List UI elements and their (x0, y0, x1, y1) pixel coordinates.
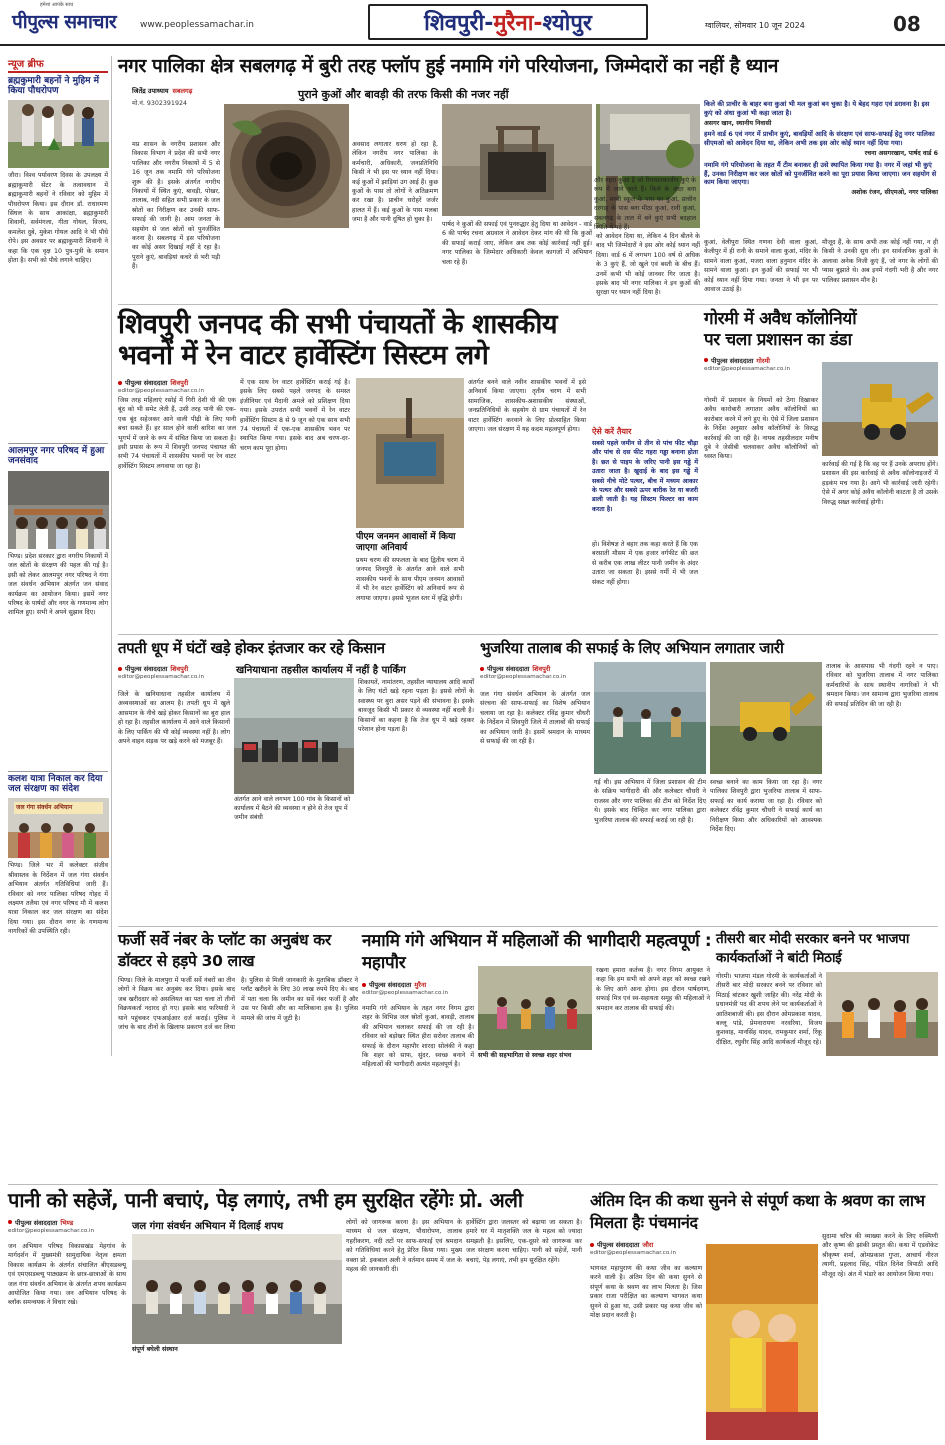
rain-col-1: जिस तरह महिलाएं रसोई में गिरी देशी घी की एक बूंद को भी समेट लेती हैं, उसी तरह पानी की एक-एक बूंद सहेजकर आने वाली पीढ़ी के लिए पानी बचा सकते हैं। हर साल होने वाली बारिश का जल भूगर्भ में जाने के रूप में संचित किया जा सकता है। इसी प्रयास के रूप में शिवपुरी जनपद पंचायत की सभी 74 पंचायतों में शासकीय भवनों पर रेन वाटर हार्वेस्टिंग सिस्टम लगवाया जा रहा है। (118, 397, 236, 470)
top-col-5: और गहरा कुआं है जो रियासतकालीन कुएं के रूप में जाने जाते हैं। किले के अंदर बना कुआं, बस्ती स्कूल के पास का कुआं, प्राचीन दरगाह के पास बना मीठा कुआं, रानी कुआं, सबलगढ़ के ताल में बने कुएं सभी बदहाल स्थिति में पड़े हैं। (594, 177, 696, 232)
talab-headline: भुजरिया तालाब की सफाई के लिए अभियान लगातार जारी (480, 639, 784, 657)
brief-headline-3: कलश यात्रा निकाल कर दिया जल संरक्षण का संदेश (8, 771, 108, 794)
section-title (368, 4, 648, 40)
byline-dot-icon (118, 381, 122, 385)
katha-photo-image (706, 1244, 818, 1440)
pani-col-2: लोगों को जागरूक करना है। इस अभियान के माध्यम से जल संरक्षण, पौधारोपण, तालाब गहरीकरण, नदी तटों पर साफ-सफाई एवं श्रमदान को गतिविधियां करने हेतु प्रेरित किया गया। मुख्य वक्ता प्रो. इकबाल अली ने वर्तमान समय में जल के महत्व की जानकारी दी। (346, 1219, 462, 1274)
rain-side-text: सबसे पहले जमीन से तीन से पांच फीट चौड़ा और पांच से दस फीट गहरा गड्ढा बनाना होता है। छत से पाइप के जरिए पानी इस गड्ढे में उतारा जाता है। खुदाई के बाद इस गड्ढे में सबसे नीचे मोटे पत्थर, बीच में मध्यम आकार के पत्थर और सबसे ऊपर बारीक रेत या बजरी डाली जाती है। यह सिस्टम फिल्टर का काम करता है। (592, 440, 698, 513)
rain-byline-place: शिवपुरी (170, 379, 189, 387)
katha-byline-name: पीपुल्स संवाददाता (597, 1241, 640, 1249)
rain-headline-block (118, 310, 600, 374)
top-col-3: पार्षद ने कुओं की सफाई एवं पुनरुद्धार हेतु दिया था आवेदन - वार्ड 6 की पार्षद रचना अग्रवाल ने आवेदन देकर मांग की थी कि कुओं की सफाई कराई जाए, लेकिन अब तक कोई कार्रवाई नहीं हुई। नगर पालिका के जिम्मेदार अधिकारी केवल कागजों में अभियान चला रहे हैं। (442, 221, 592, 266)
well-photo-image (224, 104, 349, 228)
bulldozer-photo-image (822, 362, 938, 456)
brand-logo: पीपुल्स समाचार (12, 11, 117, 33)
talab-col-3: स्वच्छ बनाने का काम किया जा रहा है। नगर पालिका शिवपुरी द्वारा भुजरिया तालाब में साफ-सफाई का कार्य कराया जा रहा है। रविवार को कलेक्टर रविंद्र कुमार चौधरी ने सफाई कार्य का निरीक्षण किया और अधिकारियों को आवश्यक निर्देश दिए। (710, 779, 822, 834)
modi-text: गोरमी। भाजपा मंडल गोरमी के कार्यकर्ताओं ने तीसरी बार मोदी सरकार बनने पर रविवार को मिठाई बांटकर खुशी जाहिर की। नरेंद्र मोदी के प्रधानमंत्री पद की शपथ लेने पर कार्यकर्ताओं ने आतिशबाजी की। इस दौरान ओमप्रकाश यादव, बल्लू पांडे, प्रेमनारायण नरवरिया, विजय कुशवाह, मानसिंह यादव, रामकुमार शर्मा, रिंकू दीक्षित, रघुवीर सिंह आदि कार्यकर्ता मौजूद रहे। (716, 973, 822, 1046)
rain-byline (118, 378, 238, 394)
reporter-place: सबलगढ़ (172, 87, 193, 95)
note-3-source: अशोक रंजन, सीएमओ, नगर पालिका (851, 189, 938, 197)
farmers-subheadline: खनियाधाना तहसील कार्यालय में नहीं है पार्किंग (236, 665, 406, 676)
section-title-a: शिवपुरी- (424, 11, 494, 36)
talab-byline-name: पीपुल्स संवाददाता (487, 665, 530, 674)
gormi-byline-name: पीपुल्स संवाददाता (711, 356, 754, 365)
news-brief-column (8, 56, 112, 1056)
brief-text-3: भिण्ड। जिले भर में कलेक्टर संजीव श्रीवास्तव के निर्देशन में जल गंगा संवर्धन अभियान अंतर्गत गतिविधियां जारी हैं। रविवार को नगर पालिका परिषद गोहद में लक्ष्मण तलैया एवं नगर परिषद मौ में कलश यात्रा निकाल कर जल संरक्षण का संदेश दिया गया। इस दौरान नगर के गणमान्य नागरिकों की उपस्थिति रही। (8, 862, 108, 936)
news-brief-label: न्यूज ब्रीफ (8, 56, 108, 73)
talab-photo-2 (710, 662, 822, 774)
reporter-mobile: मो.नं. 9302391924 (132, 100, 187, 107)
note-1: किले की प्राचीर के बाहर बना कुआं भी मल कुआं बन चुका है। ये बेहद गहरा एवं डरावना है। इस कुएं को अंधा कुआं भी कहा जाता है। (704, 100, 930, 117)
top-col-1: मप्र शासन के नगरीय प्रशासन और विकास विभाग ने प्रदेश की सभी नगर पालिका और नगरीय निकायों में 5 से 16 जून तक नमामि गंगे परियोजना शुरू की है। इसके अंतर्गत नगरीय निकायों में स्थित कुएं, बावड़ी, पोखर, तालाब, नदी सहित सभी प्रकार के जल स्रोतों का निरीक्षण कर उनकी साफ-सफाई की जानी है। आम जनता के सहयोग से जल स्रोतों को पुनर्जीवित करना है। सबलगढ़ में इस परियोजना का कोई असर दिखाई नहीं दे रहा है। पुराने कुएं, बावड़ियां कचरे से भरी पड़ी हैं। (132, 141, 220, 271)
reporter-name (132, 86, 252, 95)
byline-dot-icon (8, 1220, 12, 1224)
top-col-4: को आवेदन दिया था, लेकिन 4 दिन बीतने के बाद भी जिम्मेदारों ने इस ओर कोई ध्यान नहीं दिया। वार्ड 6 में लगभग 100 वर्ष से अधिक के 3 कुएं हैं, जो खुले एवं बस्ती के बीच हैं। उनमें कभी भी कोई जानवर गिर जाता है। इसके बाद भी नगर पालिका ने इन कुओं की सुरक्षा पर ध्यान नहीं दिया है। (596, 233, 700, 297)
brief-photo-1-image (8, 100, 109, 168)
brief-photo-3 (8, 798, 108, 858)
pani-email[interactable]: editor@peoplessamachar.co.in (8, 1227, 95, 1234)
pani-photo (132, 1234, 342, 1344)
divider-1 (118, 304, 938, 305)
namami-photo-image (478, 966, 592, 1050)
namami-col-1: नमामि गंगे अभियान के तहत नगर निगम द्वारा शहर के विभिन्न जल स्रोतों कुआं, बावड़ी, तालाब की अभियान चलाकर सफाई की जा रही है। रविवार को बड़ोखर स्थित हीरा सरोवर तालाब की सफाई के दौरान महापौर शारदा सोलंकी ने कहा कि शहर को साफ, सुंदर, स्वच्छ बनाने में महिलाओं की भागीदारी अत्यंत महत्वपूर्ण है। (362, 1005, 474, 1069)
brief-text-1: जौरा। विश्व पर्यावरण दिवस के उपलक्ष्य में ब्रह्माकुमारी सेंटर के तत्वावधान में ब्रह्माकुमारी बहनों ने रविवार को मुहिम में पौधरोपण किया। इस दौरान डॉ. राधारमण सिंघल के साथ आकांक्षा, ब्रह्माकुमारी शिवानी, सर्वमंगला, गीता गोयल, विजय, कमलेश दुबे, मुकेश गोयल आदि ने भी पौधे रोपे। इस अवसर पर ब्रह्माकुमारी शिवानी ने कहा कि एक वृक्ष 10 पुत्र-पुत्री के समान होता है। सभी को पौधे लगाने चाहिए। (8, 172, 108, 265)
note-1-source: असगर खान, स्थानीय निवासी (704, 119, 772, 127)
top-col-7: मौजूद हैं, के साथ अभी तक कोई नहीं गया, न ही किसी ने उनकी सुध ली। इन सार्वजनिक कुओं के अलावा अनेक निजी कुएं हैं, जो नगर के लोगों की प्यास बुझाते थे। अब इनमें गंदगी भरी है और नगर पालिका प्रशासन मौन है। (822, 239, 938, 284)
talab-byline-place: शिवपुरी (532, 665, 551, 674)
katha-photo (706, 1244, 818, 1440)
well-top-photo-image (442, 104, 592, 216)
gormi-email[interactable]: editor@peoplessamachar.co.in (704, 365, 791, 372)
talab-col-2: गई थी। इस अभियान में जिला प्रशासन की टीम के सक्रिय भागीदारी की और कलेक्टर चौधरी ने राजस्व और नगर पालिका की टीम को निर्देश दिए थे। इसके बाद चिन्हित कर नगर पालिका द्वारा भुजरिया तालाब की सफाई कराई जा रही है। (594, 779, 706, 824)
brief-photo-2-image (8, 471, 109, 549)
pani-col-1: जन अभियान परिषद विकासखंड मेहगांव के मार्गदर्शन में मुख्यमंत्री सामुदायिक नेतृत्व क्षमता विकास कार्यक्रम के अंतर्गत संचालित बीएसडब्ल्यू एवं एमएसडब्ल्यू पाठ्यक्रम के छात्र-छात्राओं के साथ जल गंगा संवर्धन अभियान के अंतर्गत शपथ कार्यक्रम आयोजित किया गया। जन अभियान परिषद के ब्लॉक समन्वयक ने विचार रखे। (8, 1243, 126, 1307)
rain-email[interactable]: editor@peoplessamachar.co.in (118, 388, 205, 394)
farmers-col-1: जिले के खनियाधाना तहसील कार्यालय में अव्यवस्थाओं का आलम है। तपती धूप में खुले आसमान के नीचे खड़े होकर किसानों का बुरा हाल हो रहा है। तहसील कार्यालय में आने वाले किसानों के लिए पार्किंग की भी कोई व्यवस्था नहीं है। लोग अपने वाहन सड़क पर खड़े करने को मजबूर हैं। (118, 691, 230, 746)
pani-byline-place: भिण्ड (60, 1218, 74, 1227)
pani-col-3: हार्वेस्टिंग द्वारा जलस्तर को बढ़ाया जा सकता है। हमारे घर में मातृशक्ति जल के महत्व को ज्यादा समझती है। इसलिए, एक-दूसरे को जागरूक कर जल संरक्षण करना चाहिए। पानी को सहेजें, पानी बचाएं, पेड़ लगाएं, तभी हम सुरक्षित रहेंगे। (466, 1219, 582, 1264)
well-top-photo (442, 104, 592, 216)
gormi-col-2: कार्रवाई की गई है कि वह पर हैं उनके अपराध होंगे। प्रशासन की इस कार्रवाई से अवैध कॉलोनाइजरों में हड़कंप मच गया है। आगे भी कार्रवाई जारी रहेगी। ऐसे में अगर कोई अवैध कॉलोनी काटता है तो उसके विरुद्ध सख्त कार्रवाई होगी। (822, 461, 938, 506)
rain-headline-2: भवनों में रेन वाटर हार्वेस्टिंग सिस्टम लगे (118, 340, 489, 372)
section-title-c: श्योपुर (542, 11, 592, 36)
talab-col-4: तालाब के आसपास भी गंदगी रहने न पाए। रविवार को भुजरिया तालाब में नगर पालिका कर्मचारियों के साथ स्थानीय नागरिकों ने भी श्रमदान किया। जन सामान्य द्वारा भुजरिया तालाब की सफाई प्रतिदिन की जा रही है। (826, 663, 938, 708)
talab-col-1: जल गंगा संवर्धन अभियान के अंतर्गत जल संरचना की साफ-सफाई का विशेष अभियान चलाया जा रहा है। कलेक्टर रविंद्र कुमार चौधरी के निर्देशन में शिवपुरी जिले में तालाबों की सफाई का अभियान जारी है। इसमें श्रमदान के माध्यम से सफाई की जा रही है। (480, 691, 590, 746)
rain-byline-name: पीपुल्स संवाददाता (125, 379, 168, 387)
rain-col-3: प्रथम चरण की सफलता के बाद द्वितीय चरण में जनपद शिवपुरी के अंतर्गत आने वाले सभी शासकीय भवनों के साथ पीएम जनमन आवासों में भी रेन वाटर हार्वेस्टिंग को अनिवार्य रूप से लगाया जाएगा। इससे भूजल स्तर में वृद्धि होगी। (356, 557, 464, 602)
katha-email[interactable]: editor@peoplessamachar.co.in (590, 1250, 677, 1256)
pani-subheadline: जल गंगा संवर्धन अभियान में दिलाई शपथ (132, 1221, 284, 1232)
katha-col-2: सुदामा चरित्र की व्याख्या करने के लिए रुक्मिणी और कृष्ण की झांकी प्रस्तुत की। कथा में एडवोकेट श्रीकृष्ण शर्मा, ओमप्रकाश गुप्ता, आचार्य नीरज त्यागी, प्रहलाद सिंह, पंडित दिनेश त्रिपाठी आदि मौजूद रहे। अंत में भंडारे का आयोजन किया गया। (822, 1233, 938, 1278)
wall-photo-image (600, 104, 700, 176)
rain-photo (356, 378, 464, 528)
namami-byline-place: मुरैना (414, 981, 427, 989)
fraud-block (118, 930, 358, 1180)
modi-photo-image (826, 972, 938, 1056)
modi-photo (826, 972, 938, 1056)
parking-photo (234, 678, 354, 794)
katha-headline: अंतिम दिन की कथा सुनने से संपूर्ण कथा के श्रवण का लाभ मिलता हैः पंचमानंद (590, 1191, 925, 1232)
note-2: हमने वार्ड 6 एवं नगर में प्राचीन कुएं, बावड़ियों आदि के संरक्षण एवं साफ-सफाई हेतु नगर पालिका सीएमओ को आवेदन दिया था, लेकिन अभी तक इस ओर कोई ध्यान नहीं दिया गया। (704, 130, 935, 148)
top-col-2: अवसाद लगातार धरण हो रहा है, लेकिन नगरीय नगर पालिका के कर्मचारी, अधिकारी, जनप्रतिनिधि किसी ने भी इस पर ध्यान नहीं दिया। कई कुओं में झाड़ियां उग आई हैं। कुछ कुओं के पास तो लोगों ने अतिक्रमण कर रखा है। प्राचीन धरोहरें जर्जर हालत में हैं। कई कुओं के पास मलबा जमा है और पानी दूषित हो चुका है। (352, 141, 438, 224)
katha-col-1: भागवत महापुराण की कथा जीव का कल्याण करने वाली है। अंतिम दिन की कथा सुनने से संपूर्ण कथा के श्रवण का लाभ मिलता है। जिस प्रकार राजा परीक्षित का कल्याण भागवत कथा सुनने से हुआ था, उसी प्रकार यह कथा जीव को मोक्ष प्रदान करती है। (590, 1265, 702, 1320)
farmers-byline-place: शिवपुरी (170, 665, 189, 674)
modi-headline: तीसरी बार मोदी सरकार बनने पर भाजपा कार्यकर्ताओं ने बांटी मिठाई (716, 931, 910, 966)
divider-3 (118, 926, 938, 927)
namami-email[interactable]: editor@peoplessamachar.co.in (362, 990, 449, 996)
reporter-name-text: जितेंद्र उपाध्याय (132, 87, 169, 95)
gormi-byline-place: गोरमी (756, 356, 770, 365)
section-title-b: मुरैना- (493, 11, 543, 36)
talab-photo-image (594, 662, 706, 774)
note-3: नमामि गंगे परियोजना के तहत मैं टीम बनाकर ही उसे स्थापित किया गया है। नगर में जहां भी कुएं हैं, उनका निरीक्षण कर जल स्रोतों को पुनर्जीवित करने का पूरा प्रयास किया जाएगा। जन सहयोग से काम किया जाएगा। (704, 160, 937, 187)
top-story-headline: नगर पालिका क्षेत्र सबलगढ़ में बुरी तरह फ्लॉप हुई नमामि गंगे परियोजना, जिम्मेदारों का नहीं है ध्यान (118, 55, 779, 77)
rain-col-5: हो। विशेषज्ञ ते बहार तक कहा करते हैं कि एक बरसाती मौसम में एक हजार वर्गफीट की छत से करीब एक लाख लीटर पानी जमीन के अंदर उतारा जा सकता है। इससे गर्मी में भी जल संकट नहीं होगा। (592, 541, 698, 586)
rain-col-2: में एक साथ रेन वाटर हार्वेस्टिंग कराई गई है। इसके लिए सबसे पहले जनपद के समस्त इंजीनियर एवं मैदानी अमले को प्रशिक्षण दिया गया। इसके उपरांत सभी भवनों में रेन वाटर हार्वेस्टिंग सिस्टम 8 से 9 जून को एक साथ सभी 74 पंचायतों में एक-एक शासकीय भवन पर स्थापित किया गया। इसके बाद अब चरण-दर-चरण काम पूरा होगा। (240, 379, 350, 452)
pani-headline: पानी को सहेजें, पानी बचाएं, पेड़ लगाएं, तभी हम सुरक्षित रहेंगेः प्रो. अली (8, 1188, 523, 1212)
farmers-email[interactable]: editor@peoplessamachar.co.in (118, 674, 205, 681)
top-story-subheadline: पुराने कुओं और बावड़ी की तरफ किसी की नजर नहीं (298, 88, 509, 101)
top-col-6: कुआं, वेलीपुरा स्थित गणना देवी वाला कुआं, केलीपुर में ही रानी के समाने वाला कुआं, मंदिर के सामने वाला कुआं, मजरा वाला हनुमान मंदिर के सामने वाला कुआं। इन कुओं की सफाई पर भी कोई ध्यान नहीं दिया गया। जनता ने भी इन पर आवाज उठाई है। (704, 239, 818, 294)
farmers-photo-caption: अंतर्गत आने वाले लगभग 100 गांव के किसानों को कार्यालय में बैठने की व्यवस्था न होने से तेज धूप में जमीन संबंधी (234, 796, 351, 821)
pani-photo-image (132, 1234, 342, 1344)
namami-byline-name: पीपुल्स संवाददाता (369, 981, 412, 989)
brief-photo-2 (8, 471, 108, 549)
bulldozer-photo (822, 362, 938, 456)
byline-dot-icon (480, 667, 484, 671)
page-number: 08 (893, 12, 921, 36)
wall-photo (600, 104, 700, 176)
note-2-source: रचना असगरखान, पार्षद वार्ड 6 (864, 149, 938, 157)
namami-col-2: रखना हमारा कर्तव्य है। नगर निगम आयुक्त ने कहा कि हम सभी को अपने शहर को स्वच्छ रखने के लिए आगे आना होगा। इस दौरान पार्षदगण, सफाई मित्र एवं स्व-सहायता समूह की महिलाओं ने श्रमदान कर तालाब की सफाई की। (596, 967, 710, 1012)
rain-headline-1: शिवपुरी जनपद की सभी पंचायतों के शासकीय (118, 309, 558, 340)
brief-photo-3-banner: जल गंगा संवर्धन अभियान (16, 804, 73, 812)
right-notes (704, 100, 938, 235)
byline-dot-icon (118, 667, 122, 671)
brief-photo-1 (8, 100, 108, 168)
well-photo (224, 104, 349, 228)
brief-text-2: भिण्ड। प्रदेश सरकार द्वारा नगरीय निकायों में जल स्रोतों के संरक्षण की पहल की गई है। इसी को लेकर आलमपुर नगर परिषद ने गंगा जल संवर्धन अभियान अंतर्गत जन संवाद कार्यक्रम का आयोजन किया। इसमें नगर परिषद के पार्षदों और नगर के गणमान्य लोग शामिल हुए। सभी ने अपने सुझाव दिए। (8, 552, 108, 617)
namami-photo-caption: सभी की सहभागिता से स्वच्छ शहर संभव (478, 1052, 572, 1059)
rain-photo-image (356, 378, 464, 528)
byline-dot-icon (704, 358, 708, 362)
rain-col-4: अंतर्गत बनने वाले नवीन शासकीय भवनों में इसे अनिवार्य किया जाएगा। तृतीय चरण में सभी सामाजिक, शासकीय-अशासकीय संस्थाओं, जनप्रतिनिधियों के सहयोग से ग्राम पंचायतों में रेन वाटर हार्वेस्टिंग करवाने के लिए प्रोत्साहित किया जाएगा। जल संरक्षण में यह कदम महत्वपूर्ण होगा। (468, 379, 586, 434)
pani-byline-name: पीपुल्स संवाददाता (15, 1218, 58, 1227)
gormi-col-1: गोरमी में प्रशासन के नियमों को ठेंगा दिखाकर अवैध कारोबारी लगातार अवैध कॉलोनियों का कारोबार करने में लगे हुए थे। ऐसे में जिला प्रशासन के निर्देश अनुसार अवैध कॉलोनियों के विरुद्ध कार्रवाई की जा रही है। नायब तहसीलदार मनीष दुबे ने जेसीबी चलवाकर अवैध कॉलोनियों को ध्वस्त किया। (704, 397, 818, 461)
gormi-headline-1: गोरमी में अवैध कॉलोनियों (704, 309, 857, 329)
farmers-headline: तपती धूप में घंटों खड़े होकर इंतजार कर रहे किसान (118, 639, 385, 657)
rain-byline-row (118, 378, 238, 387)
fraud-headline: फर्जी सर्वे नंबर के प्लॉट का अनुबंध कर डॉक्टर से हड़पे 30 लाख (118, 931, 331, 970)
brief-headline-1: ब्रह्मकुमारी बहनों ने मुहिम में किया पौधरोपण (8, 76, 100, 96)
talab-photo-2-image (710, 662, 822, 774)
fraud-text: भिण्ड। जिले के मालपुरा में फर्जी सर्वे नंबरों का तीन लोगों ने विक्रय कर अनुबंध कर दिया। इसके बाद जब खरीददार को असलियत का पता चला तो तीनों विक्रयकर्ता नदारद हो गए। इसके बाद फरियादी ने थाने पहुंचकर एफआईआर दर्ज कराई। पुलिस ने जांच के बाद तीनों के खिलाफ प्रकरण दर्ज कर लिया है। पुलिस से मिली जानकारी के मुताबिक डॉक्टर ने प्लॉट खरीदने के लिए 30 लाख रुपये दिए थे। बाद में पता चला कि जमीन का सर्वे नंबर फर्जी है और उस पर किसी और का मालिकाना हक है। पुलिस मामले की जांच में जुटी है। (118, 977, 358, 1032)
divider-2 (118, 634, 938, 635)
farmers-byline-name: पीपुल्स संवाददाता (125, 665, 168, 674)
byline-dot-icon (590, 1243, 594, 1247)
katha-byline-place: जौरा (642, 1241, 654, 1249)
masthead (0, 0, 945, 46)
pani-photo-caption: संपूर्ण बघेली संस्थान (132, 1346, 178, 1353)
talab-email[interactable]: editor@peoplessamachar.co.in (480, 674, 567, 681)
namami-photo (478, 966, 592, 1050)
rain-photo-caption: पीएम जनमन आवासों में किया जाएगा अनिवार्य (356, 532, 456, 553)
talab-photo (594, 662, 706, 774)
parking-photo-image (234, 678, 354, 794)
dateline: ग्वालियर, सोमवार 10 जून 2024 (705, 21, 805, 30)
farmers-col-2: शिकायतें, नामांतरण, तहसील न्यायालय आदि कार्यों के लिए घंटों खड़े रहना पड़ता है। इससे लोगों के स्वास्थ्य पर बुरा असर पड़ने की संभावना है। इसके बावजूद किसी भी प्रकार से व्यवस्था नहीं बदली है। किसानों का कहना है कि तेज धूप में खड़े रहकर परेशान होना पड़ता है। (358, 679, 474, 734)
brand-top: हमेशा आपके साथ (40, 2, 74, 8)
brief-headline-2: आलमपुर नगर परिषद में हुआ जनसंवाद (8, 443, 108, 466)
rain-side-heading: ऐसे करें तैयार (592, 427, 632, 436)
gormi-headline-2: पर चला प्रशासन का डंडा (704, 330, 852, 351)
byline-dot-icon (362, 983, 366, 987)
namami-headline: नमामि गंगे अभियान में महिलाओं की भागीदारी महत्वपूर्ण : महापौर (362, 931, 712, 973)
divider-4 (8, 1184, 938, 1185)
brand-site[interactable]: www.peoplessamachar.in (140, 20, 254, 30)
